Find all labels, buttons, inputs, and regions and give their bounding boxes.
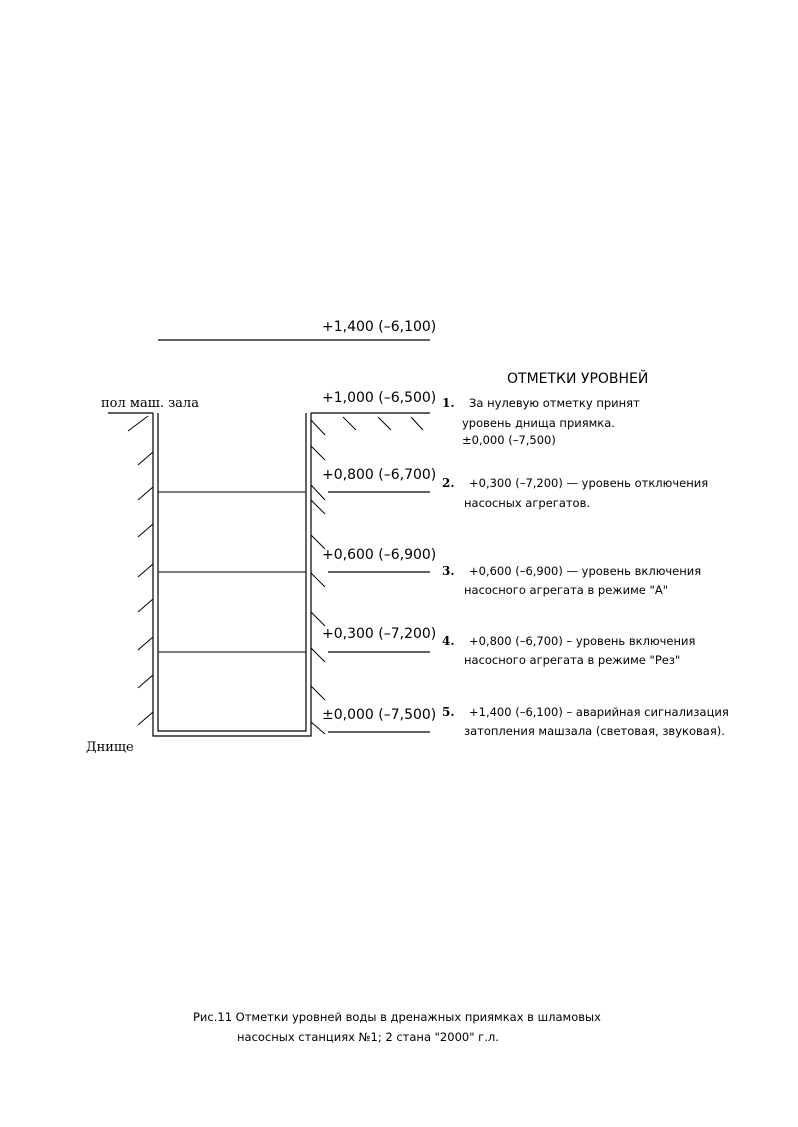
note-4-line1: +0,800 (–6,700) – уровень включения [469,634,696,648]
sump-outline [153,413,311,736]
note-3-number: 3. [442,564,455,578]
level-label-0300: +0,300 (–7,200) [322,626,437,642]
note-1-line3: ±0,000 (–7,500) [462,433,556,447]
note-1-line2: уровень днища приямка. [462,416,615,430]
level-label-1400: +1,400 (–6,100) [322,319,437,335]
note-5-number: 5. [442,705,455,719]
note-1-number: 1. [442,396,455,410]
right-soil-hatching [311,417,423,734]
note-5-line1: +1,400 (–6,100) – аварийная сигнализация [469,705,729,719]
level-label-1000: +1,000 (–6,500) [322,390,437,406]
note-3-line2: насосного агрегата в режиме "А" [464,583,668,597]
left-soil-hatching [128,416,153,725]
bottom-label: Днище [86,740,134,755]
note-5-line2: затопления машзала (световая, звуковая). [464,724,725,738]
level-marker-lines [328,492,430,732]
note-4-number: 4. [442,634,455,648]
note-3-line1: +0,600 (–6,900) — уровень включения [469,564,702,578]
level-label-0800: +0,800 (–6,700) [322,467,437,483]
notes-title: ОТМЕТКИ УРОВНЕЙ [507,371,649,387]
note-2-number: 2. [442,476,455,490]
figure-caption-line2: насосных станциях №1; 2 стана "2000" г.л. [237,1030,499,1044]
floor-label: пол маш. зала [101,396,199,411]
note-2-line2: насосных агрегатов. [464,496,591,510]
level-label-0000: ±0,000 (–7,500) [322,707,437,723]
note-4-line2: насосного агрегата в режиме "Рез" [464,653,681,667]
note-1-line1: За нулевую отметку принят [469,396,640,410]
figure-caption-line1: Рис.11 Отметки уровней воды в дренажных приямках в шламовых [193,1010,601,1024]
note-2-line1: +0,300 (–7,200) — уровень отключения [469,476,709,490]
level-label-0600: +0,600 (–6,900) [322,547,437,563]
